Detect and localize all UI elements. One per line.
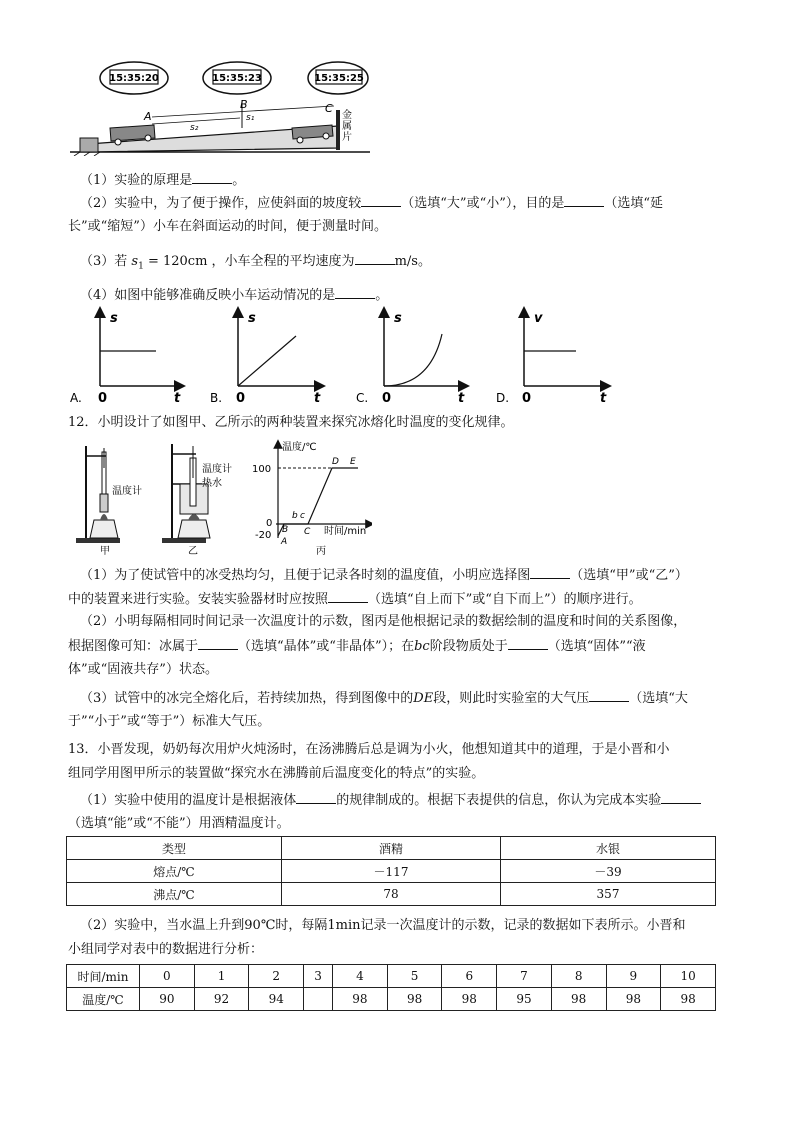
blank[interactable] bbox=[564, 194, 604, 207]
clock-b bbox=[203, 62, 271, 94]
table-row-time bbox=[67, 965, 716, 988]
blank[interactable] bbox=[361, 194, 401, 207]
thermometer-liquid-table bbox=[66, 836, 716, 906]
svg-text:t: t bbox=[174, 391, 181, 406]
table-cell: 8 bbox=[551, 965, 606, 988]
table-cell: 94 bbox=[249, 988, 304, 1011]
q11-part4: （4）如图中能够准确反映小车运动情况的是 。 bbox=[80, 288, 389, 303]
table-cell: 92 bbox=[194, 988, 249, 1011]
q13-stem1: 13．小晋发现，奶奶每次用炉火炖汤时，在汤沸腾后总是调为小火，他想知道其中的道理，于是小晋和小 bbox=[68, 742, 670, 757]
q12-figure bbox=[72, 438, 372, 560]
q11-part1: （1）实验的原理是 。 bbox=[80, 173, 246, 188]
blank[interactable] bbox=[192, 171, 232, 184]
blank[interactable] bbox=[355, 252, 395, 265]
q13-part2b: 小组同学对表中的数据进行分析： bbox=[68, 942, 264, 957]
svg-text:0: 0 bbox=[382, 391, 392, 406]
option-graphs bbox=[70, 306, 630, 406]
table-cell: 水银 bbox=[501, 837, 716, 860]
option-c-graph[interactable] bbox=[356, 311, 465, 406]
melting-graph bbox=[252, 440, 370, 557]
option-d-letter: D. bbox=[496, 391, 510, 405]
clock-b-time: 15:35:23 bbox=[212, 73, 262, 84]
svg-text:100: 100 bbox=[252, 464, 272, 475]
table-cell: 6 bbox=[442, 965, 497, 988]
q12-part2c: 体”或“固液共存”）状态。 bbox=[68, 662, 218, 677]
q12-part2a: （2）小明每隔相同时间记录一次温度计的示数，图丙是他根据记录的数据绘制的温度和时间的关系图像， bbox=[80, 614, 687, 629]
table-cell: 熔点/℃ bbox=[67, 860, 282, 883]
label-thermo-b: 温度计 bbox=[202, 464, 232, 475]
label-s1: s₁ bbox=[246, 113, 255, 123]
option-b-letter: B. bbox=[210, 391, 223, 405]
q12-part1a: （1）为了使试管中的冰受热均匀，且便于记录各时刻的温度值，小明应选择图 （选填“甲”或“乙”） bbox=[80, 568, 688, 583]
caption-jia: 甲 bbox=[100, 546, 110, 557]
svg-text:t: t bbox=[458, 391, 465, 406]
option-c-letter: C. bbox=[356, 391, 369, 405]
graph-xlabel: 时间/min bbox=[324, 526, 367, 537]
label-c: C bbox=[325, 102, 333, 115]
clock-a bbox=[100, 62, 168, 94]
q13-part2a: （2）实验中，当水温上升到90℃时，每隔1min记录一次温度计的示数，记录的数据如下表所示。小晋和 bbox=[80, 918, 686, 933]
svg-text:B: B bbox=[282, 525, 289, 535]
apparatus-jia bbox=[76, 446, 142, 557]
svg-text:0: 0 bbox=[266, 518, 273, 529]
incline-figure bbox=[70, 56, 370, 156]
svg-text:v: v bbox=[534, 311, 543, 326]
option-a-graph[interactable] bbox=[70, 311, 181, 406]
table-row bbox=[67, 883, 716, 906]
svg-text:C: C bbox=[304, 527, 311, 537]
table-cell: 98 bbox=[387, 988, 442, 1011]
q12-part3b: 于”“小于”或“等于”）标准大气压。 bbox=[68, 714, 271, 729]
table-cell: 1 bbox=[194, 965, 249, 988]
q12-part1b: 中的装置来进行实验。安装实验器材时应按照 （选填“自上而下”或“自下而上”）的顺序进行。 bbox=[68, 592, 642, 607]
table-cell: 9 bbox=[606, 965, 661, 988]
table-cell: 357 bbox=[501, 883, 716, 906]
svg-text:t: t bbox=[314, 391, 321, 406]
svg-text:E: E bbox=[350, 457, 356, 467]
svg-text:-20: -20 bbox=[255, 530, 272, 541]
label-b: B bbox=[240, 98, 248, 111]
q12-part2b: 根据图像可知：冰属于 （选填“晶体”或“非晶体”）；在bc阶段物质处于 （选填“固体”“液 bbox=[68, 639, 646, 654]
table-cell: 5 bbox=[387, 965, 442, 988]
svg-text:D: D bbox=[332, 457, 339, 467]
blank[interactable] bbox=[530, 566, 570, 579]
label-a: A bbox=[144, 110, 152, 123]
graph-ylabel: 温度/℃ bbox=[282, 442, 317, 453]
svg-text:s: s bbox=[110, 311, 118, 326]
table-cell: 98 bbox=[606, 988, 661, 1011]
table-cell: 2 bbox=[249, 965, 304, 988]
clock-c-time: 15:35:25 bbox=[314, 73, 364, 84]
table-cell: 98 bbox=[661, 988, 716, 1011]
blank[interactable] bbox=[335, 286, 375, 299]
table-cell: －39 bbox=[501, 860, 716, 883]
q13-part1b: （选填“能”或“不能”）用酒精温度计。 bbox=[68, 816, 290, 831]
caption-bing: 丙 bbox=[316, 546, 326, 557]
table-cell: 78 bbox=[282, 883, 501, 906]
option-d-graph[interactable] bbox=[496, 311, 607, 406]
q12-part3a: （3）试管中的冰完全熔化后，若持续加热，得到图像中的DE段，则此时实验室的大气压 （选填“大 bbox=[80, 691, 688, 706]
clock-a-time: 15:35:20 bbox=[109, 73, 159, 84]
blank[interactable] bbox=[661, 791, 701, 804]
label-s2: s₂ bbox=[190, 123, 199, 133]
label-metal: 金属片 bbox=[342, 110, 352, 143]
table-cell: 90 bbox=[140, 988, 195, 1011]
table-cell: 98 bbox=[551, 988, 606, 1011]
table-cell: 7 bbox=[497, 965, 552, 988]
table-cell: 类型 bbox=[67, 837, 282, 860]
svg-text:s: s bbox=[248, 311, 256, 326]
svg-text:s: s bbox=[394, 311, 402, 326]
table-cell: 10 bbox=[661, 965, 716, 988]
svg-text:b: b bbox=[292, 511, 298, 521]
apparatus-yi bbox=[162, 444, 232, 557]
q11-part2a: （2）实验中，为了便于操作，应使斜面的坡度较 （选填“大”或“小”），目的是 （选填“延 bbox=[80, 196, 664, 211]
blank[interactable] bbox=[589, 689, 629, 702]
table-cell: 98 bbox=[333, 988, 388, 1011]
svg-text:0: 0 bbox=[98, 391, 108, 406]
table-cell: 4 bbox=[333, 965, 388, 988]
clock-c bbox=[308, 62, 368, 94]
blank[interactable] bbox=[328, 590, 368, 603]
q13-part1a: （1）实验中使用的温度计是根据液体 的规律制成的。根据下表提供的信息，你认为完成本实验 bbox=[80, 791, 701, 810]
table-cell: 沸点/℃ bbox=[67, 883, 282, 906]
svg-text:A: A bbox=[281, 537, 288, 547]
table-cell: －117 bbox=[282, 860, 501, 883]
label-thermo-a: 温度计 bbox=[112, 486, 142, 497]
svg-text:t: t bbox=[600, 391, 607, 406]
option-b-graph[interactable] bbox=[210, 311, 321, 406]
q11-part2b: 长”或“缩短”）小车在斜面运动的时间，便于测量时间。 bbox=[68, 219, 387, 234]
table-cell-empty[interactable] bbox=[304, 988, 333, 1011]
table-cell: 时间/min bbox=[67, 965, 140, 988]
table-cell: 98 bbox=[442, 988, 497, 1011]
table-row-temperature bbox=[67, 988, 716, 1011]
blank[interactable] bbox=[198, 637, 238, 650]
blank[interactable] bbox=[296, 791, 336, 804]
option-a-letter: A. bbox=[70, 391, 82, 405]
svg-text:0: 0 bbox=[522, 391, 532, 406]
table-cell: 3 bbox=[304, 965, 333, 988]
temperature-time-table bbox=[66, 964, 716, 1011]
svg-text:0: 0 bbox=[236, 391, 246, 406]
table-cell: 0 bbox=[140, 965, 195, 988]
q13-stem2: 组同学用图甲所示的装置做“探究水在沸腾前后温度变化的特点”的实验。 bbox=[68, 766, 485, 781]
blank[interactable] bbox=[508, 637, 548, 650]
table-header-row bbox=[67, 837, 716, 860]
table-cell: 95 bbox=[497, 988, 552, 1011]
q12-stem: 12．小明设计了如图甲、乙所示的两种装置来探究冰熔化时温度的变化规律。 bbox=[68, 415, 514, 430]
label-hot-water: 热水 bbox=[202, 478, 222, 489]
table-row bbox=[67, 860, 716, 883]
caption-yi: 乙 bbox=[188, 546, 198, 557]
table-cell: 酒精 bbox=[282, 837, 501, 860]
q11-part3: （3）若 $s_1 = 120cm$ ，小车全程的平均速度为 m/s。 bbox=[80, 254, 431, 272]
svg-text:c: c bbox=[300, 511, 305, 521]
table-cell: 温度/℃ bbox=[67, 988, 140, 1011]
